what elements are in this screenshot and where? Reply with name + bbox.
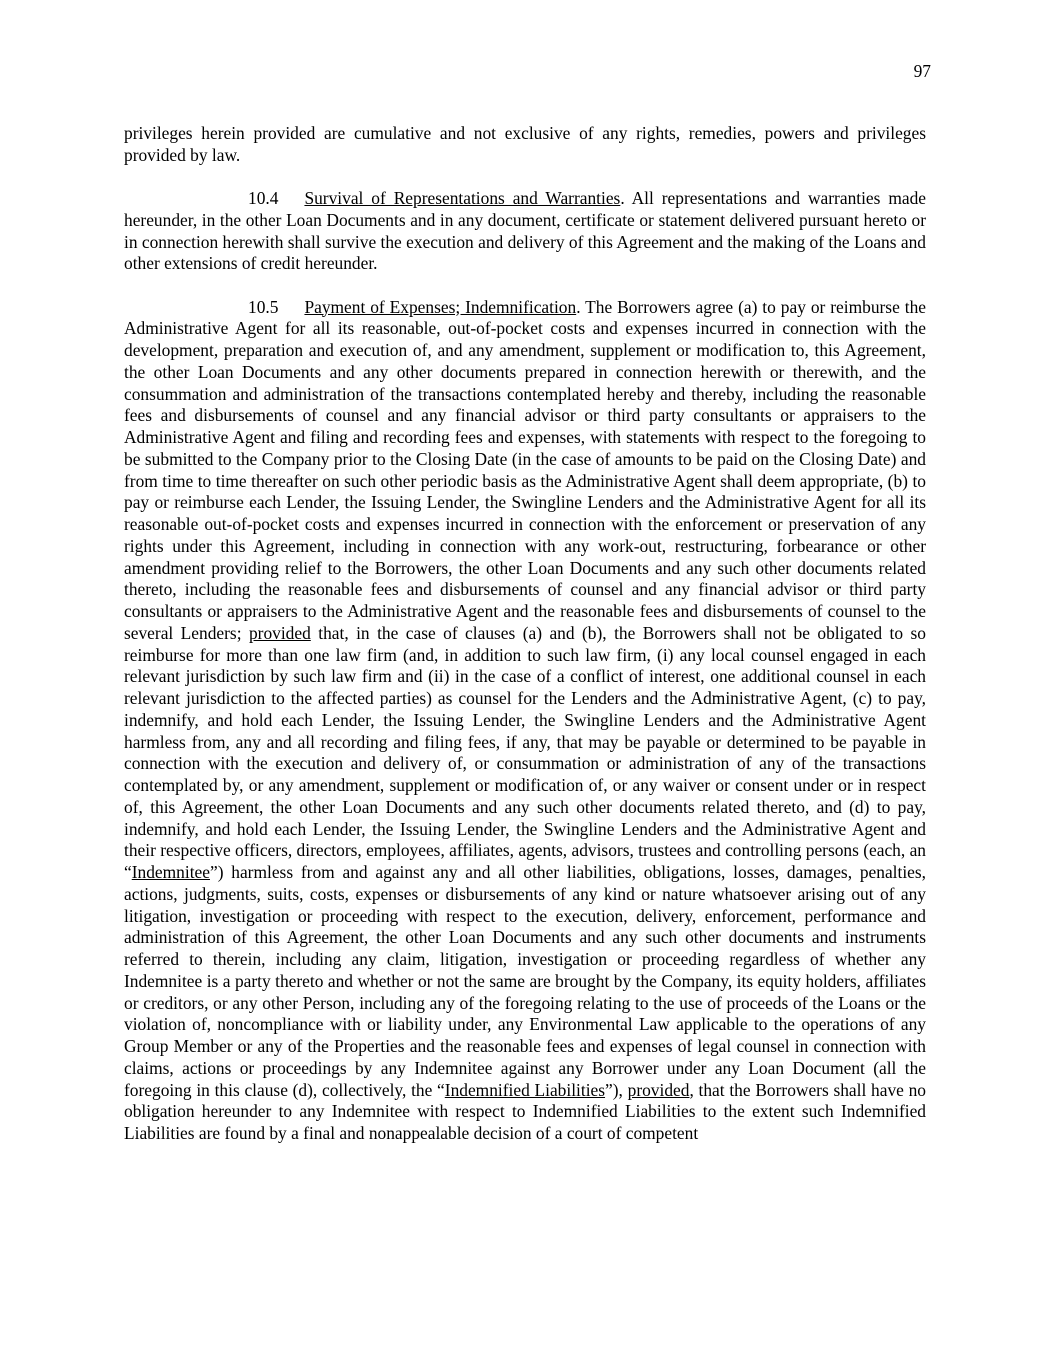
section-number: 10.5 — [248, 296, 279, 317]
section-heading: Survival of Representations and Warranties — [304, 188, 621, 208]
page-number: 97 — [913, 61, 931, 81]
body-text — [124, 123, 926, 1166]
section-number: 10.4 — [248, 188, 279, 208]
section-text: . All representations and warranties made hereunder, in the other Loan Documents and in any document, certificate or statement delivered pursuant hereto or in connection herewith shall survive the execution and delivery of this Agreement and the making of the Loans and other extensions of credit hereunder. — [124, 188, 926, 274]
section-10-4 — [124, 188, 926, 275]
section-text: ”) harmless from and against any and all other liabilities, obligations, losses, damages, penalties, actions, judgments, suits, costs, expenses or disbursements of any kind or nature whatsoever arising out of any litigation, investigation or proceeding with respect to the execution, delivery, enforcement, performance and administration of this Agreement, the other Loan Documents and any such other documents and instruments referred to therein, including any claim, litigation, investigation or proceeding regardless of whether any Indemnitee is a party thereto and whether or not the same are brought by the Company, its equity holders, affiliates or creditors, or any other Person, including any of the foregoing relating to the use of proceeds of the Loans or the violation of, noncompliance with or liability under, any Environmental Law applicable to the operations of any Group Member or any of the Properties and the reasonable fees and expenses of legal counsel in connection with claims, actions or proceedings by any Indemnitee against any Borrower under any Loan Document (all the foregoing in this clause (d), collectively, the “ — [124, 862, 926, 1100]
defined-term-indemnified-liabilities: Indemnified Liabilities — [444, 1079, 606, 1100]
section-text: . The Borrowers agree (a) to pay or reimburse the Administrative Agent for all its reasonable, out-of-pocket costs and expenses incurred in connection with the development, preparation and execution of, and any amendment, supplement or modification to, this Agreement, the other Loan Documents and any other documents prepared in connection herewith or therewith, and the consummation and administration of the transactions contemplated hereby and thereby, including the reasonable fees and disbursements of counsel and any financial advisor or third party consultants or appraisers to the Administrative Agent and filing and recording fees and expenses, with statements with respect to the foregoing to be submitted to the Company prior to the Closing Date (in the case of amounts to be paid on the Closing Date) and from time to time thereafter on such other periodic basis as the Administrative Agent shall deem appropriate, (b) to pay or reimburse each Lender, the Issuing Lender, the Swingline Lenders and the Administrative Agent for all its reasonable out-of-pocket costs and expenses incurred in connection with the enforcement or preservation of any rights under this Agreement, including in connection with any work-out, restructuring, forbearance or other amendment providing relief to the Borrowers, the other Loan Documents and any such other documents related thereto, including the reasonable fees and disbursements of counsel and any financial advisor or third party consultants or appraisers to the Administrative Agent and the reasonable fees and disbursements of counsel to the several Lenders; — [124, 296, 926, 643]
section-text: that, in the case of clauses (a) and (b), the Borrowers shall not be obligated to so reimburse for more than one law firm (and, in addition to such law firm, (i) any local counsel engaged in each relevant jurisdiction by such law firm and (ii) in the case of a conflict of interest, one additional counsel in each relevant jurisdiction to the affected parties) as counsel for the Lenders and the Administrative Agent, (c) to pay, indemnify, and hold each Lender, the Issuing Lender, the Swingline Lenders and the Administrative Agent harmless from, any and all recording and filing fees, if any, that may be payable or determined to be payable in connection with the execution and delivery of, or consummation or administration of any of the transactions contemplated by, or any amendment, supplement or modification of, or any waiver or consent under or in respect of, this Agreement, the other Loan Documents and any such other documents related thereto, and (d) to pay, indemnify, and hold each Lender, the Issuing Lender, the Swingline Lenders and the Administrative Agent and their respective officers, directors, employees, affiliates, agents, advisors, trustees and controlling persons (each, an “ — [124, 622, 926, 882]
defined-term-provided: provided — [627, 1079, 690, 1100]
defined-term-indemnitee: Indemnitee — [131, 862, 210, 882]
paragraph-continued: privileges herein provided are cumulative and not exclusive of any rights, remedies, powers and privileges provided by law. — [124, 123, 926, 165]
defined-term-provided: provided — [248, 622, 311, 643]
section-heading: Payment of Expenses; Indemnification — [304, 296, 577, 317]
section-text: ”), — [605, 1079, 628, 1100]
section-text: , that the Borrowers shall have no obligation hereunder to any Indemnitee with respect to Indemnified Liabilities to the extent such Indemnified Liabilities are found by a final and nonappealable decision of a court of competent — [124, 1079, 926, 1143]
section-10-5 — [124, 297, 926, 1145]
